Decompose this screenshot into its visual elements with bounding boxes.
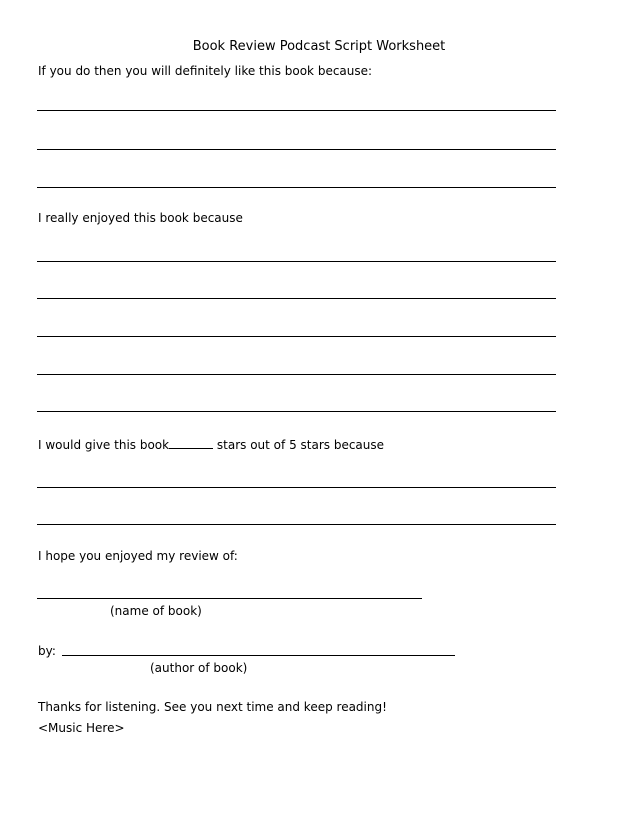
answer-line-like-2[interactable] <box>37 149 556 150</box>
book-name-caption: (name of book) <box>110 604 202 618</box>
hope-enjoyed-text: I hope you enjoyed my review of: <box>38 549 238 563</box>
answer-line-enjoyed-5[interactable] <box>37 411 556 412</box>
music-placeholder-text: <Music Here> <box>38 721 125 735</box>
prompt-enjoyed-book: I really enjoyed this book because <box>38 211 243 225</box>
stars-prompt-prefix: I would give this book <box>38 438 170 452</box>
answer-line-stars-2[interactable] <box>37 524 556 525</box>
stars-count-blank[interactable] <box>169 436 213 449</box>
book-name-line[interactable] <box>37 598 422 599</box>
stars-prompt-suffix: stars out of 5 stars because <box>213 438 385 452</box>
prompt-like-book: If you do then you will definitely like this book because: <box>38 64 373 78</box>
worksheet-title: Book Review Podcast Script Worksheet <box>192 39 446 54</box>
answer-line-enjoyed-2[interactable] <box>37 298 556 299</box>
author-name-line[interactable] <box>62 655 455 656</box>
answer-line-stars-1[interactable] <box>37 487 556 488</box>
answer-line-enjoyed-1[interactable] <box>37 261 556 262</box>
answer-line-like-3[interactable] <box>37 187 556 188</box>
answer-line-enjoyed-3[interactable] <box>37 336 556 337</box>
by-label: by: <box>38 644 56 658</box>
answer-line-like-1[interactable] <box>37 110 556 111</box>
thanks-text: Thanks for listening. See you next time and keep reading! <box>38 700 387 714</box>
answer-line-enjoyed-4[interactable] <box>37 374 556 375</box>
author-name-caption: (author of book) <box>150 661 248 675</box>
stars-prompt <box>38 436 384 453</box>
